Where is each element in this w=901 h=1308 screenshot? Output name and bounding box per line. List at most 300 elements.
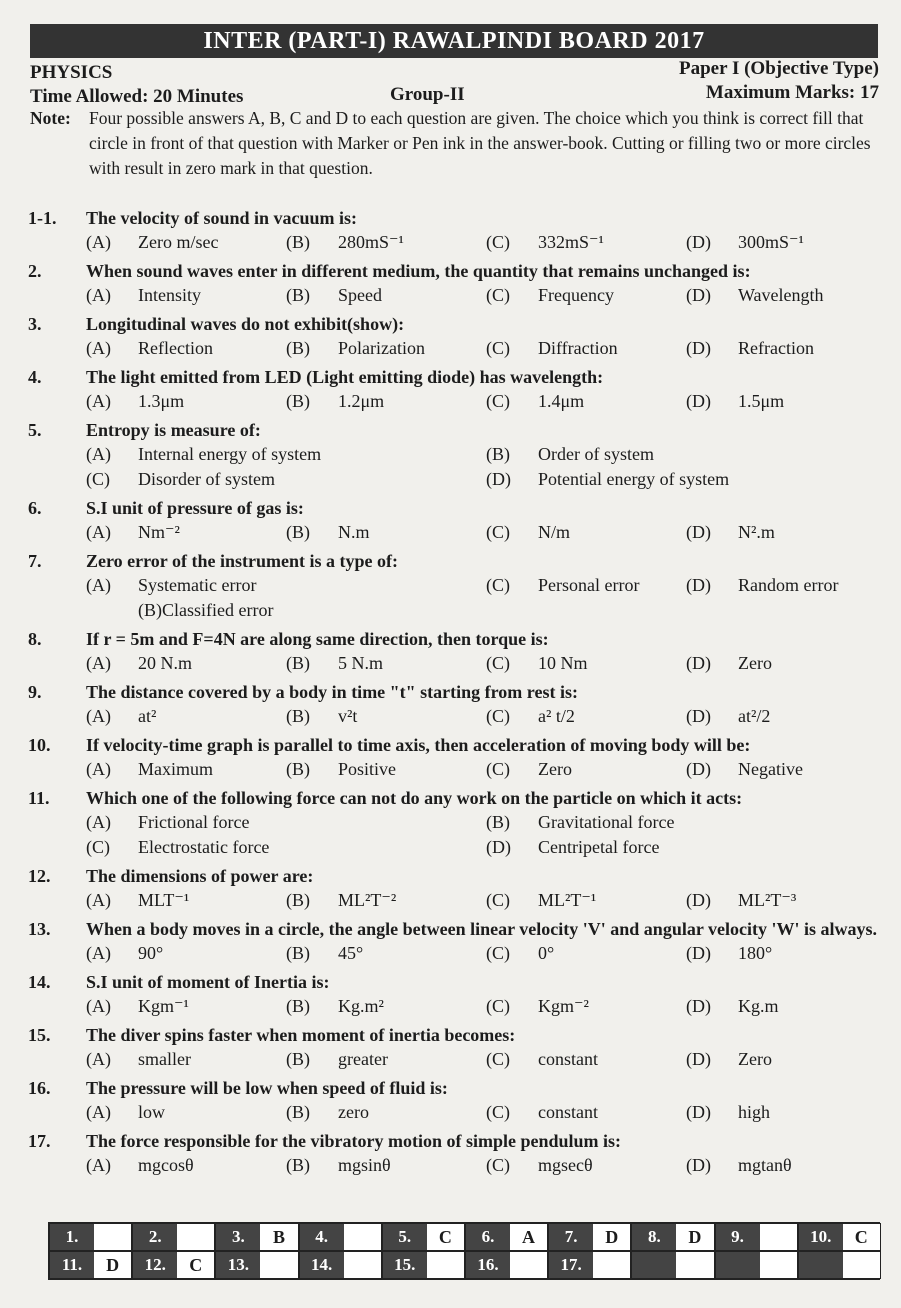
answer-cell [382, 1251, 465, 1279]
answer-cell [631, 1251, 714, 1279]
options-list [86, 573, 888, 623]
question-item [28, 864, 888, 913]
option-item [86, 1153, 286, 1178]
option-letter: (C) [486, 996, 510, 1016]
options-list [86, 520, 888, 545]
option-letter: (C) [486, 285, 510, 305]
question-number: 1-1. [28, 208, 57, 228]
option-text: Positive [338, 759, 397, 779]
option-letter: (C) [486, 522, 510, 542]
answer-letter [427, 1252, 464, 1278]
option-item [86, 389, 286, 414]
option-letter: (B) [286, 232, 310, 252]
option-item [686, 230, 886, 255]
answer-cell [132, 1223, 215, 1251]
option-text: 1.4μm [538, 391, 585, 411]
option-item [286, 651, 486, 676]
answer-letter [344, 1252, 381, 1278]
options-list [86, 283, 888, 308]
option-item [486, 835, 886, 860]
option-letter: (C) [486, 575, 510, 595]
option-item [286, 888, 486, 913]
option-letter: (B) [286, 890, 310, 910]
answer-number: 15. [383, 1252, 427, 1278]
option-item [286, 230, 486, 255]
question-number: 2. [28, 261, 42, 281]
option-letter: (D) [686, 706, 711, 726]
question-number: 13. [28, 919, 51, 939]
answer-letter: D [676, 1224, 713, 1250]
option-item [86, 704, 286, 729]
question-item [28, 549, 888, 623]
question-header [28, 365, 888, 389]
option-item [486, 1047, 686, 1072]
option-item [86, 283, 286, 308]
answer-letter: C [427, 1224, 464, 1250]
answer-number: 2. [133, 1224, 177, 1250]
answer-cell [382, 1223, 465, 1251]
option-letter: (B) [286, 706, 310, 726]
option-text: 1.2μm [338, 391, 385, 411]
options-list [86, 1153, 888, 1178]
option-letter: (D) [686, 391, 711, 411]
option-letter: (B) [286, 338, 310, 358]
option-text: low [138, 1102, 165, 1122]
option-text: Systematic error (B)Classified error [138, 575, 274, 620]
option-item [286, 520, 486, 545]
answer-letter [760, 1224, 797, 1250]
answer-key-grid [48, 1222, 880, 1280]
option-text: zero [338, 1102, 369, 1122]
options-list [86, 941, 888, 966]
option-item [486, 573, 686, 623]
question-header [28, 1023, 888, 1047]
question-text: Longitudinal waves do not exhibit(show): [86, 314, 405, 334]
option-letter: (B) [286, 759, 310, 779]
option-text: Frictional force [138, 812, 250, 832]
option-letter: (A) [86, 391, 111, 411]
option-item [286, 704, 486, 729]
question-text: If velocity-time graph is parallel to time axis, then acceleration of moving body will be: [86, 735, 751, 755]
option-letter: (C) [486, 1102, 510, 1122]
question-item [28, 259, 888, 308]
option-item [286, 1153, 486, 1178]
question-item [28, 970, 888, 1019]
option-text: Nm⁻² [138, 522, 180, 542]
option-item [86, 1100, 286, 1125]
question-item [28, 1023, 888, 1072]
question-text: Zero error of the instrument is a type of: [86, 551, 398, 571]
option-text: 1.3μm [138, 391, 185, 411]
option-item [686, 1153, 886, 1178]
option-text: Disorder of system [138, 469, 275, 489]
option-text: Frequency [538, 285, 614, 305]
option-text: 180° [738, 943, 773, 963]
option-letter: (A) [86, 890, 111, 910]
question-text: The distance covered by a body in time "t" starting from rest is: [86, 682, 578, 702]
option-text: Zero m/sec [138, 232, 219, 252]
answer-number: 1. [50, 1224, 94, 1250]
option-text: 10 Nm [538, 653, 588, 673]
answer-number: 9. [716, 1224, 760, 1250]
options-list [86, 757, 888, 782]
option-text: Kg.m [738, 996, 779, 1016]
option-text: Kgm⁻¹ [138, 996, 189, 1016]
option-text: Random error [738, 575, 839, 595]
question-item [28, 206, 888, 255]
options-list [86, 810, 888, 860]
question-header [28, 549, 888, 573]
option-text: ML²T⁻¹ [538, 890, 597, 910]
answer-cell [465, 1223, 548, 1251]
option-text: constant [538, 1049, 598, 1069]
question-header [28, 1076, 888, 1100]
option-item [86, 520, 286, 545]
option-item [686, 888, 886, 913]
option-item [286, 1100, 486, 1125]
option-item [486, 442, 886, 467]
question-header [28, 259, 888, 283]
answer-cell [798, 1223, 881, 1251]
option-item [286, 389, 486, 414]
option-item [486, 994, 686, 1019]
option-letter: (A) [86, 1155, 111, 1175]
option-letter: (A) [86, 444, 111, 464]
question-text: Which one of the following force can not do any work on the particle on which it acts: [86, 788, 743, 808]
question-text: The light emitted from LED (Light emitting diode) has wavelength: [86, 367, 604, 387]
question-header [28, 1129, 888, 1153]
answer-letter [760, 1252, 797, 1278]
question-number: 10. [28, 735, 51, 755]
question-number: 9. [28, 682, 42, 702]
option-letter: (B) [286, 391, 310, 411]
options-list [86, 1100, 888, 1125]
option-letter: (C) [486, 653, 510, 673]
option-letter: (A) [86, 943, 111, 963]
question-header [28, 496, 888, 520]
option-item [86, 835, 486, 860]
answer-letter [843, 1252, 880, 1278]
question-header [28, 312, 888, 336]
option-item [686, 994, 886, 1019]
answer-letter [94, 1224, 131, 1250]
option-text: N².m [738, 522, 775, 542]
option-item [686, 573, 886, 623]
option-text: Kgm⁻² [538, 996, 589, 1016]
option-text: at² [138, 706, 157, 726]
question-number: 17. [28, 1131, 51, 1151]
options-list [86, 888, 888, 913]
option-text: Zero [738, 1049, 772, 1069]
question-header [28, 680, 888, 704]
option-item [486, 651, 686, 676]
option-text: N.m [338, 522, 370, 542]
answer-number: 12. [133, 1252, 177, 1278]
option-letter: (D) [686, 943, 711, 963]
option-item [86, 573, 286, 623]
option-letter: (C) [486, 1049, 510, 1069]
option-letter [286, 573, 338, 623]
answer-number [632, 1252, 676, 1278]
answer-cell [631, 1223, 714, 1251]
option-letter: (B) [286, 285, 310, 305]
answer-number: 13. [216, 1252, 260, 1278]
option-text: Electrostatic force [138, 837, 270, 857]
answer-cell [215, 1223, 298, 1251]
option-item [686, 704, 886, 729]
option-letter: (C) [86, 837, 110, 857]
answer-cell [715, 1223, 798, 1251]
option-letter: (D) [686, 575, 711, 595]
option-item [686, 757, 886, 782]
option-letter: (A) [86, 1049, 111, 1069]
answer-cell [548, 1251, 631, 1279]
answer-cell [548, 1223, 631, 1251]
option-text: Refraction [738, 338, 814, 358]
option-item [686, 283, 886, 308]
option-text: Intensity [138, 285, 201, 305]
option-text: mgsinθ [338, 1155, 391, 1175]
option-item [686, 520, 886, 545]
answer-letter: C [843, 1224, 880, 1250]
option-letter: (A) [86, 575, 111, 595]
question-number: 12. [28, 866, 51, 886]
question-number: 8. [28, 629, 42, 649]
answer-letter: B [260, 1224, 297, 1250]
options-list [86, 442, 888, 492]
option-letter: (C) [486, 232, 510, 252]
option-letter: (A) [86, 653, 111, 673]
option-letter: (A) [86, 996, 111, 1016]
option-text: Kg.m² [338, 996, 384, 1016]
question-text: The dimensions of power are: [86, 866, 314, 886]
option-letter: (A) [86, 232, 111, 252]
option-item [286, 573, 486, 623]
option-text: at²/2 [738, 706, 771, 726]
option-letter: (B) [286, 943, 310, 963]
option-text: 5 N.m [338, 653, 383, 673]
subject-label: PHYSICS [30, 62, 113, 83]
option-text: high [738, 1102, 771, 1122]
option-text: 20 N.m [138, 653, 192, 673]
answer-cell [715, 1251, 798, 1279]
option-letter: (D) [686, 522, 711, 542]
option-item [86, 651, 286, 676]
answer-number: 17. [549, 1252, 593, 1278]
answer-number: 4. [300, 1224, 344, 1250]
option-text: Zero [738, 653, 772, 673]
option-text: smaller [138, 1049, 191, 1069]
option-text: mgsecθ [538, 1155, 593, 1175]
option-item [86, 1047, 286, 1072]
option-item [286, 994, 486, 1019]
option-item [86, 810, 486, 835]
option-letter: (B) [286, 1102, 310, 1122]
paper-label: Paper I (Objective Type) [679, 58, 879, 79]
answer-letter [177, 1224, 214, 1250]
option-letter: (D) [686, 338, 711, 358]
option-text: a² t/2 [538, 706, 575, 726]
answer-number [716, 1252, 760, 1278]
option-text: Polarization [338, 338, 425, 358]
option-item [486, 336, 686, 361]
question-item [28, 312, 888, 361]
option-item [86, 941, 286, 966]
answer-cell [49, 1251, 132, 1279]
answer-cell [49, 1223, 132, 1251]
answer-letter [676, 1252, 713, 1278]
question-number: 5. [28, 420, 42, 440]
option-letter: (D) [686, 232, 711, 252]
question-item [28, 917, 888, 966]
option-item [486, 467, 886, 492]
question-number: 11. [28, 788, 50, 808]
option-text: 1.5μm [738, 391, 785, 411]
question-item [28, 418, 888, 492]
question-text: If r = 5m and F=4N are along same direction, then torque is: [86, 629, 549, 649]
option-text: Personal error [538, 575, 640, 595]
question-item [28, 680, 888, 729]
option-item [86, 230, 286, 255]
option-text: Speed [338, 285, 382, 305]
option-letter: (C) [86, 469, 110, 489]
option-letter: (B) [286, 1155, 310, 1175]
options-list [86, 230, 888, 255]
option-letter: (A) [86, 522, 111, 542]
answer-letter: A [510, 1224, 547, 1250]
option-item [686, 336, 886, 361]
option-item [686, 651, 886, 676]
answer-number: 14. [300, 1252, 344, 1278]
option-text: v²t [338, 706, 358, 726]
option-text: greater [338, 1049, 388, 1069]
option-letter: (B) [486, 444, 510, 464]
answer-letter [344, 1224, 381, 1250]
answer-cell [215, 1251, 298, 1279]
question-header [28, 970, 888, 994]
option-text: constant [538, 1102, 598, 1122]
question-number: 15. [28, 1025, 51, 1045]
option-item [686, 1047, 886, 1072]
question-text: The pressure will be low when speed of fluid is: [86, 1078, 448, 1098]
option-letter: (B) [286, 522, 310, 542]
answer-number: 3. [216, 1224, 260, 1250]
options-list [86, 389, 888, 414]
question-header [28, 864, 888, 888]
option-letter: (C) [486, 890, 510, 910]
question-number: 6. [28, 498, 42, 518]
option-letter: (A) [86, 285, 111, 305]
question-item [28, 733, 888, 782]
question-header [28, 206, 888, 230]
option-item [486, 1100, 686, 1125]
question-text: When sound waves enter in different medium, the quantity that remains unchanged is: [86, 261, 751, 281]
option-text: Internal energy of system [138, 444, 322, 464]
option-text: Reflection [138, 338, 213, 358]
option-text: mgcosθ [138, 1155, 194, 1175]
option-item [486, 888, 686, 913]
answer-cell [299, 1223, 382, 1251]
option-text: Zero [538, 759, 572, 779]
option-text: Diffraction [538, 338, 618, 358]
answer-number: 6. [466, 1224, 510, 1250]
answer-letter: C [177, 1252, 214, 1278]
option-item [686, 941, 886, 966]
question-number: 4. [28, 367, 42, 387]
question-header [28, 786, 888, 810]
note-text: Four possible answers A, B, C and D to each question are given. The choice which you think is correct fill that circle in front of that question with Marker or Pen ink in the answer-book. Cutting or filling two or more circles with result in zero mark in that question. [89, 108, 871, 178]
option-letter: (D) [686, 1102, 711, 1122]
option-text: 45° [338, 943, 364, 963]
note-label: Note: [30, 108, 71, 128]
option-text: 0° [538, 943, 555, 963]
option-text: Potential energy of system [538, 469, 730, 489]
option-item [286, 941, 486, 966]
option-text: MLT⁻¹ [138, 890, 190, 910]
question-item [28, 786, 888, 860]
question-item [28, 627, 888, 676]
question-number: 16. [28, 1078, 51, 1098]
answer-number: 7. [549, 1224, 593, 1250]
options-list [86, 994, 888, 1019]
option-item [486, 283, 686, 308]
question-item [28, 1129, 888, 1178]
option-text: 332mS⁻¹ [538, 232, 604, 252]
question-header [28, 733, 888, 757]
question-item [28, 365, 888, 414]
answer-number: 5. [383, 1224, 427, 1250]
option-item [286, 336, 486, 361]
options-list [86, 704, 888, 729]
option-letter: (C) [486, 706, 510, 726]
answer-number: 10. [799, 1224, 843, 1250]
option-letter: (A) [86, 812, 111, 832]
option-item [486, 941, 686, 966]
question-text: S.I unit of moment of Inertia is: [86, 972, 330, 992]
answer-number [799, 1252, 843, 1278]
question-item [28, 496, 888, 545]
answer-cell [465, 1251, 548, 1279]
option-letter: (C) [486, 759, 510, 779]
answer-letter: D [94, 1252, 131, 1278]
option-text: 300mS⁻¹ [738, 232, 804, 252]
question-header [28, 917, 888, 941]
instructions-note [30, 106, 886, 181]
option-item [86, 467, 486, 492]
time-allowed: Time Allowed: 20 Minutes [30, 86, 244, 107]
question-list [28, 206, 888, 1182]
option-letter: (B) [486, 812, 510, 832]
answer-letter [593, 1252, 630, 1278]
option-letter: (D) [686, 996, 711, 1016]
answer-cell [132, 1251, 215, 1279]
option-item [86, 757, 286, 782]
question-header [28, 627, 888, 651]
question-number: 14. [28, 972, 51, 992]
options-list [86, 651, 888, 676]
option-text: Centripetal force [538, 837, 660, 857]
option-letter: (B) [286, 996, 310, 1016]
option-item [486, 230, 686, 255]
page-title: INTER (PART-I) RAWALPINDI BOARD 2017 [30, 24, 878, 58]
answer-number: 8. [632, 1224, 676, 1250]
option-letter: (A) [86, 759, 111, 779]
option-letter: (C) [486, 338, 510, 358]
option-letter: (D) [686, 285, 711, 305]
option-letter: (C) [486, 943, 510, 963]
question-number: 3. [28, 314, 42, 334]
question-text: The diver spins faster when moment of inertia becomes: [86, 1025, 516, 1045]
